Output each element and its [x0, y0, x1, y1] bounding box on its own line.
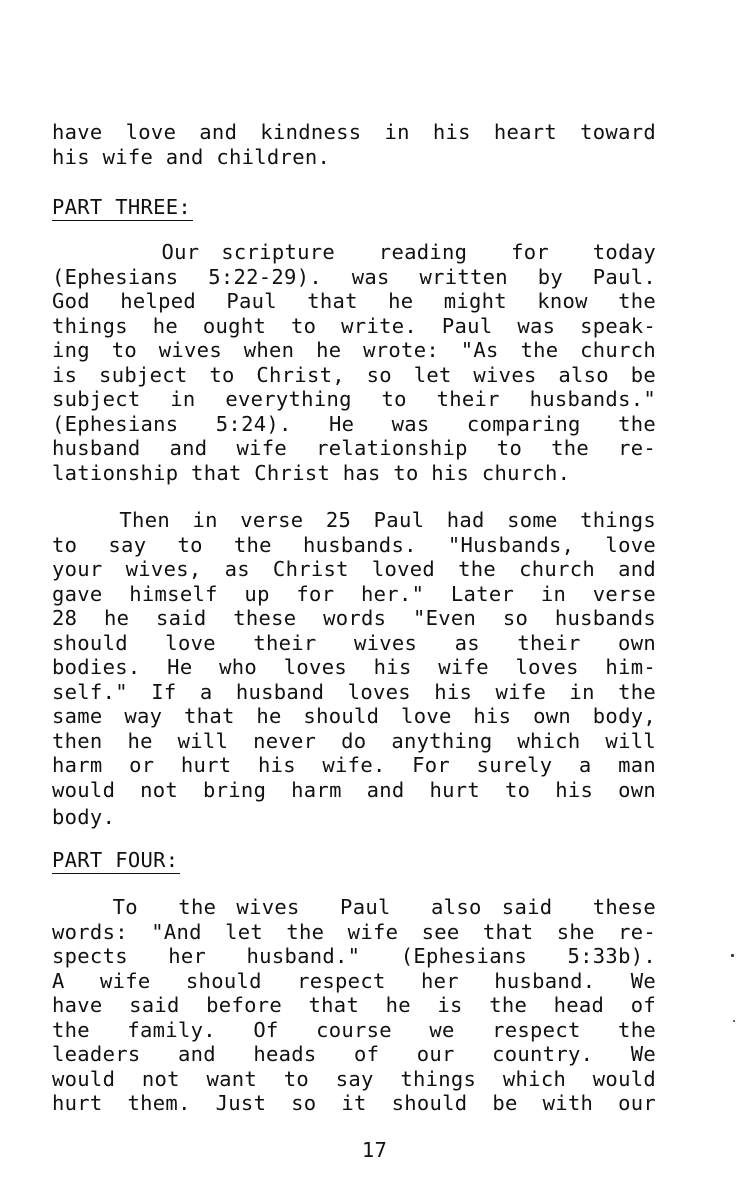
part-three-heading	[52, 194, 193, 221]
part-four-paragraph-1	[52, 895, 656, 1116]
text-line: spects her husband." (Ephesians 5:33b).	[52, 944, 656, 968]
scan-speck	[733, 1020, 735, 1022]
text-line: Our scripture reading for today	[52, 240, 656, 264]
text-line: subject in everything to their husbands."	[52, 387, 656, 411]
text-line: ing to wives when he wrote: "As the church	[52, 338, 656, 362]
heading-colon: :	[165, 848, 179, 872]
text-line: his wife and children.	[52, 144, 331, 169]
text-line: self." If a husband loves his wife in the	[52, 679, 656, 704]
heading-text: PART THREE	[52, 195, 179, 219]
text-line: your wives, as Christ loved the church and	[52, 557, 656, 581]
text-line: body.	[52, 805, 116, 829]
text-line: words: "And let the wife see that she re-	[52, 919, 656, 944]
text-line: same way that he should love his own body,	[52, 704, 656, 728]
text-line: would not want to say things which would	[52, 1066, 656, 1091]
text-line: husband and wife relationship to the re-	[52, 436, 656, 460]
text-line: (Ephesians 5:24). He was comparing the	[52, 411, 656, 436]
text-line: leaders and heads of our country. We	[52, 1042, 656, 1066]
text-line: To the wives Paul also said these	[52, 895, 656, 919]
text-line: have said before that he is the head of	[52, 993, 656, 1017]
text-line: to say to the husbands. "Husbands, love	[52, 532, 656, 557]
text-line: Then in verse 25 Paul had some things	[52, 508, 656, 532]
text-line: things he ought to write. Paul was speak-	[52, 313, 656, 338]
text-line: gave himself up for her." Later in verse	[52, 581, 656, 606]
text-line: harm or hurt his wife. For surely a man	[52, 753, 656, 777]
text-line: would not bring harm and hurt to his own	[52, 777, 656, 802]
text-line: A wife should respect her husband. We	[52, 968, 656, 993]
text-line: bodies. He who loves his wife loves him-	[52, 655, 656, 679]
text-line: the family. Of course we respect the	[52, 1017, 656, 1042]
heading-text: PART FOUR	[52, 848, 166, 872]
text-line: hurt them. Just so it should be with our	[52, 1091, 656, 1115]
text-line: then he will never do anything which will	[52, 728, 656, 753]
text-line: (Ephesians 5:22-29). was written by Paul.	[52, 264, 656, 289]
text-line: lationship that Christ has to his church.	[52, 460, 571, 485]
part-four-heading	[52, 847, 180, 874]
part-three-paragraph-1	[52, 240, 656, 485]
text-line: is subject to Christ, so let wives also be	[52, 362, 656, 387]
text-line: should love their wives as their own	[52, 630, 656, 655]
text-line: have love and kindness in his heart toward	[52, 120, 656, 144]
text-line: God helped Paul that he might know the	[52, 289, 656, 313]
page-number: 17	[361, 1138, 388, 1162]
text-line: 28 he said these words "Even so husbands	[52, 606, 656, 630]
part-three-paragraph-2	[52, 508, 656, 830]
intro-paragraph	[52, 120, 656, 169]
heading-colon: :	[178, 195, 192, 219]
scan-speck	[731, 954, 734, 957]
